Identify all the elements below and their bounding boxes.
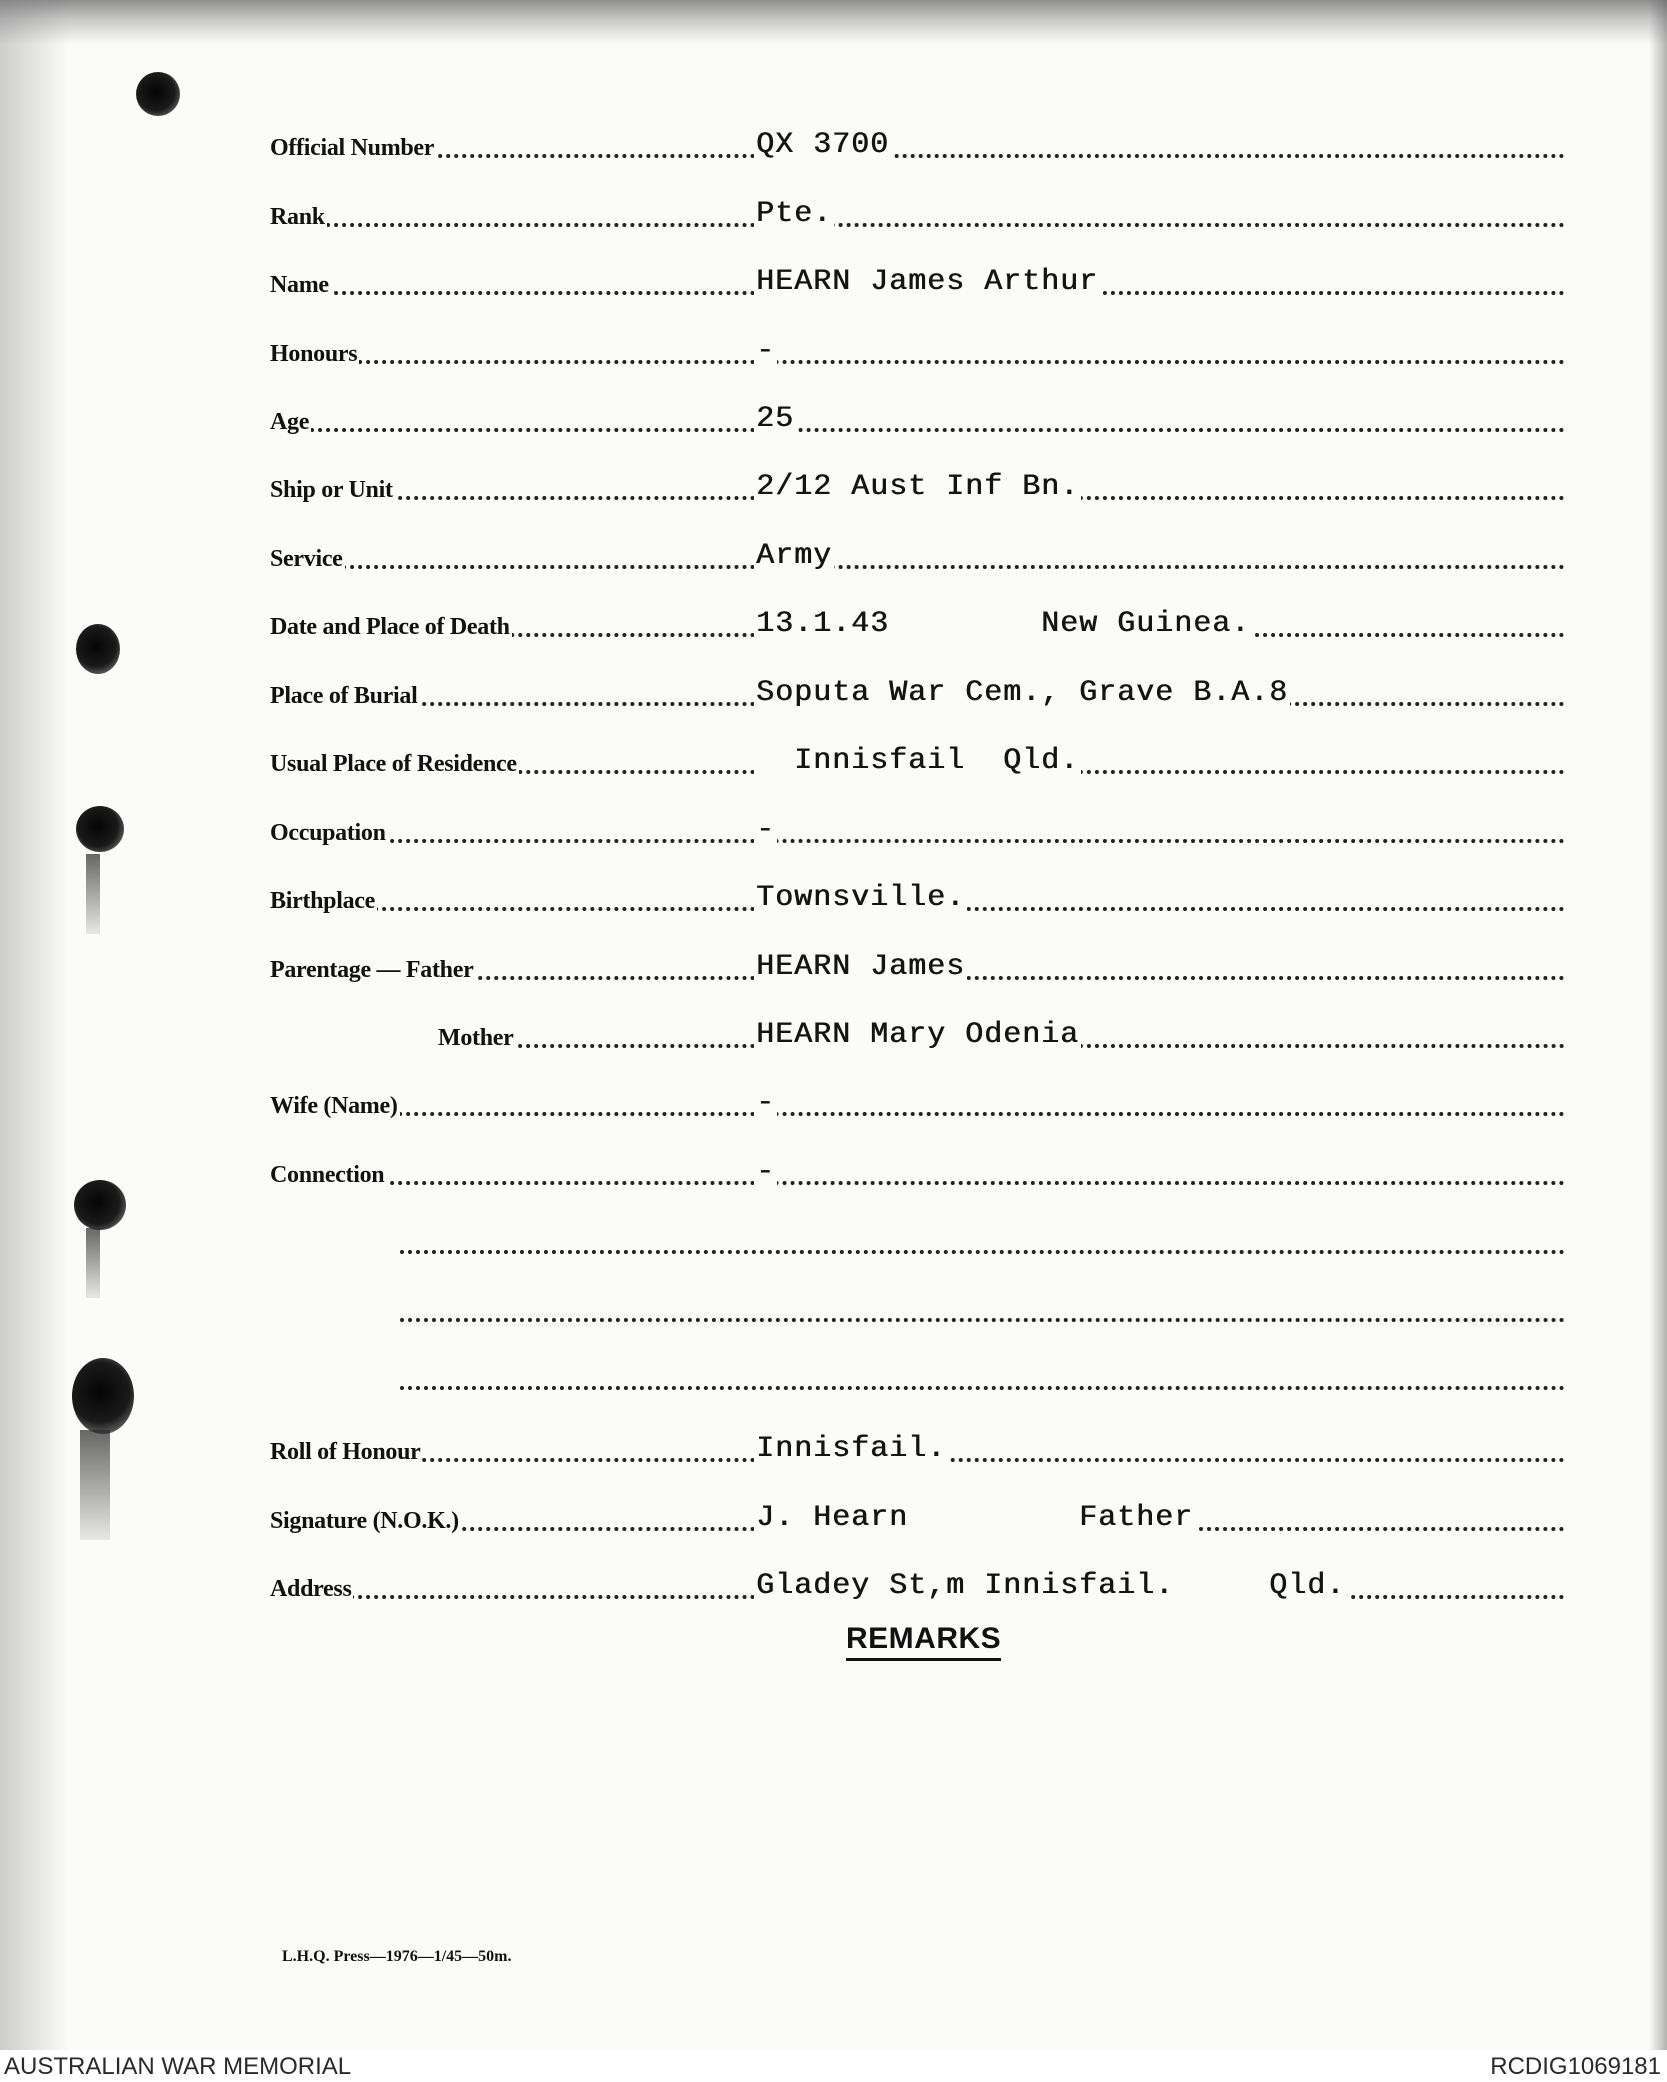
field-label: Roll of Honour bbox=[270, 1439, 421, 1465]
field-label: Usual Place of Residence bbox=[270, 751, 517, 777]
field-birthplace bbox=[270, 877, 1565, 921]
blank-line bbox=[400, 1288, 1565, 1332]
dotted-leader bbox=[270, 154, 1565, 158]
field-label: Parentage — Father bbox=[270, 957, 474, 983]
archive-footer bbox=[0, 2050, 1667, 2082]
field-value: Soputa War Cem., Grave B.A.8 bbox=[756, 676, 1289, 710]
field-value: QX 3700 bbox=[756, 128, 890, 162]
blank-line bbox=[400, 1220, 1565, 1264]
field-occupation bbox=[270, 809, 1565, 853]
field-label: Signature (N.O.K.) bbox=[270, 1508, 459, 1534]
field-honours bbox=[270, 330, 1565, 374]
dotted-leader bbox=[270, 1181, 1565, 1185]
field-signature-nok bbox=[270, 1497, 1565, 1541]
field-value: Innisfail Qld. bbox=[756, 744, 1080, 778]
dotted-leader bbox=[270, 223, 1565, 227]
field-value: 2/12 Aust Inf Bn. bbox=[756, 470, 1080, 504]
field-label: Mother bbox=[438, 1025, 514, 1051]
archive-reference: RCDIG1069181 bbox=[1490, 2053, 1661, 2080]
dotted-leader bbox=[270, 428, 1565, 432]
field-value: Townsville. bbox=[756, 881, 966, 915]
field-value: - bbox=[756, 1155, 776, 1189]
field-value: HEARN Mary Odenia bbox=[756, 1018, 1080, 1052]
field-label: Address bbox=[270, 1576, 352, 1602]
field-parentage-father bbox=[270, 946, 1565, 990]
field-label: Ship or Unit bbox=[270, 477, 393, 503]
field-label: Place of Burial bbox=[270, 683, 418, 709]
punch-hole bbox=[76, 806, 124, 852]
field-label: Occupation bbox=[270, 820, 386, 846]
archive-name: AUSTRALIAN WAR MEMORIAL bbox=[4, 2053, 352, 2080]
field-label: Wife (Name) bbox=[270, 1093, 398, 1119]
field-value: Innisfail. bbox=[756, 1432, 947, 1466]
binding-streak bbox=[86, 1228, 100, 1298]
field-value: - bbox=[756, 334, 776, 368]
dotted-leader bbox=[400, 1318, 1565, 1322]
field-label: Honours bbox=[270, 341, 358, 367]
dotted-leader bbox=[270, 360, 1565, 364]
field-value: 25 bbox=[756, 402, 795, 436]
field-label: Official Number bbox=[270, 135, 435, 161]
field-label: Date and Place of Death bbox=[270, 614, 510, 640]
blank-line bbox=[400, 1356, 1565, 1400]
field-label: Age bbox=[270, 409, 310, 435]
field-value: HEARN James bbox=[756, 950, 966, 984]
punch-hole bbox=[72, 1358, 134, 1434]
dotted-leader bbox=[400, 1250, 1565, 1254]
field-name bbox=[270, 261, 1565, 305]
punch-hole bbox=[136, 72, 180, 116]
field-connection bbox=[270, 1151, 1565, 1195]
punch-hole bbox=[74, 1180, 126, 1230]
field-value: Gladey St,m Innisfail. Qld. bbox=[756, 1569, 1346, 1603]
field-label: Name bbox=[270, 272, 329, 298]
field-value: Pte. bbox=[756, 197, 833, 231]
field-value: - bbox=[756, 813, 776, 847]
field-value: HEARN James Arthur bbox=[756, 265, 1099, 299]
field-ship-or-unit bbox=[270, 466, 1565, 510]
scan-right-edge bbox=[1649, 0, 1667, 2050]
field-parentage-mother bbox=[438, 1014, 1565, 1058]
field-label: Rank bbox=[270, 204, 325, 230]
field-address bbox=[270, 1565, 1565, 1609]
dotted-leader bbox=[270, 839, 1565, 843]
scan-top-edge bbox=[0, 0, 1667, 44]
field-place-of-burial bbox=[270, 672, 1565, 716]
binding-streak bbox=[86, 854, 100, 934]
field-label: Birthplace bbox=[270, 888, 375, 914]
field-value: Army bbox=[756, 539, 833, 573]
field-wife-name bbox=[270, 1082, 1565, 1126]
field-label: Service bbox=[270, 546, 343, 572]
field-official-number bbox=[270, 124, 1565, 168]
field-value: - bbox=[756, 1086, 776, 1120]
field-value: 13.1.43 New Guinea. bbox=[756, 607, 1251, 641]
field-rank bbox=[270, 193, 1565, 237]
binding-streak bbox=[80, 1430, 110, 1540]
field-age bbox=[270, 398, 1565, 442]
punch-hole bbox=[76, 624, 120, 674]
dotted-leader bbox=[400, 1386, 1565, 1390]
field-usual-residence bbox=[270, 740, 1565, 784]
dotted-leader bbox=[270, 565, 1565, 569]
field-roll-of-honour bbox=[270, 1428, 1565, 1472]
field-date-place-death bbox=[270, 603, 1565, 647]
remarks-heading: REMARKS bbox=[846, 1622, 1001, 1661]
scan-left-shadow bbox=[0, 0, 70, 2050]
field-value: J. Hearn Father bbox=[756, 1501, 1194, 1535]
printer-imprint: L.H.Q. Press—1976—1/45—50m. bbox=[282, 1948, 512, 1965]
field-label: Connection bbox=[270, 1162, 385, 1188]
dotted-leader bbox=[270, 1112, 1565, 1116]
field-service bbox=[270, 535, 1565, 579]
